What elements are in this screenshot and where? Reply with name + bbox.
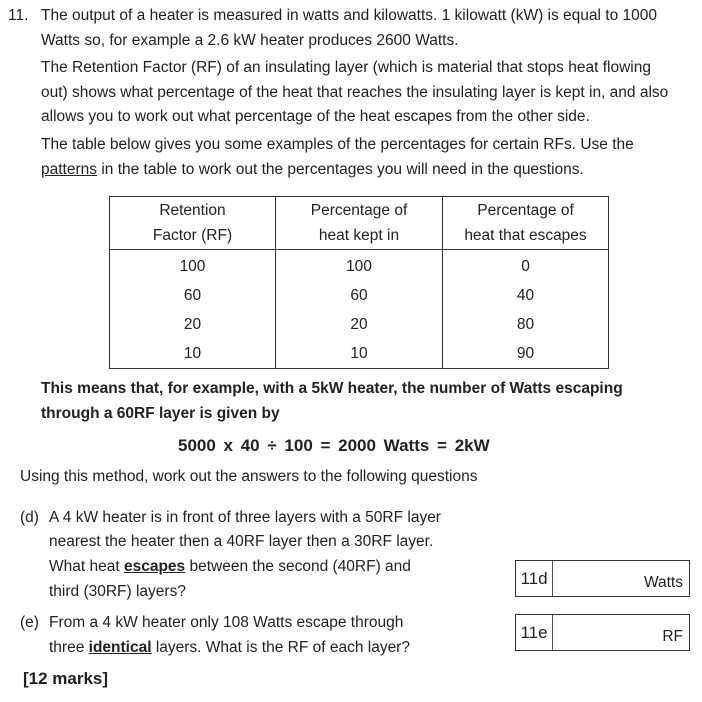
answer-box-11e-unit: RF (662, 628, 683, 645)
answer-box-11e-label: 11e (516, 615, 553, 650)
intro-line-7 (41, 157, 584, 182)
part-e-line-2: three identical layers. What is the RF of each layer? (49, 639, 410, 656)
method-instruction: Using this method, work out the answers to the following questions (20, 468, 478, 485)
table-row: 10 10 90 (110, 339, 609, 369)
intro-line-1: The output of a heater is measured in watts and kilowatts. 1 kilowatt (kW) is equal to 1000 (41, 7, 658, 24)
header-heat-escapes: Percentage of heat that escapes (443, 197, 609, 250)
header-heat-kept: Percentage of heat kept in (276, 197, 443, 250)
part-d-line-1: A 4 kW heater is in front of three layers with a 50RF layer (49, 509, 441, 526)
answer-box-11d-unit: Watts (643, 574, 683, 591)
example-line-2: through a 60RF layer is given by (41, 405, 280, 422)
rf-table (109, 196, 609, 369)
example-formula: 5000 x 40 ÷ 100 = 2000 Watts = 2kW (178, 436, 490, 455)
escapes-word: escapes (123, 558, 186, 575)
answer-box-11d[interactable] (515, 560, 690, 597)
answer-box-11e[interactable] (515, 614, 690, 651)
part-d-line-2: nearest the heater then a 40RF layer then a 30RF layer. (49, 533, 434, 550)
intro-line-6: The table below gives you some examples of the percentages for certain RFs. Use the (41, 136, 634, 153)
part-d-line-4: third (30RF) layers? (49, 583, 186, 600)
question-number: 11. (8, 7, 29, 24)
patterns-word: patterns (41, 161, 98, 178)
patterns-rest: in the table to work out the percentages you will need in the questions. (97, 161, 584, 178)
part-d-line-3: What heat escapes between the second (40RF) and (49, 558, 411, 575)
part-e-label: (e) (20, 614, 39, 631)
answer-box-11d-label: 11d (516, 561, 553, 596)
part-e-line-1: From a 4 kW heater only 108 Watts escape through (49, 614, 404, 631)
table-row: 60 60 40 (110, 281, 609, 310)
table-row: 100 100 0 (110, 250, 609, 282)
part-d-label: (d) (20, 509, 39, 526)
intro-line-2: Watts so, for example a 2.6 kW heater produces 2600 Watts. (41, 32, 459, 49)
marks-total: [12 marks] (23, 669, 109, 688)
intro-line-5: allows you to work out what percentage of the heat escapes from the other side. (41, 108, 590, 125)
intro-line-4: out) shows what percentage of the heat that reaches the insulating layer is kept in, and also (41, 84, 669, 101)
table-row: 20 20 80 (110, 310, 609, 339)
header-retention-factor: Retention Factor (RF) (110, 197, 276, 250)
intro-line-3: The Retention Factor (RF) of an insulating layer (which is material that stops heat flowing (41, 59, 651, 76)
example-line-1: This means that, for example, with a 5kW heater, the number of Watts escaping (41, 380, 623, 397)
identical-word: identical (88, 639, 152, 656)
